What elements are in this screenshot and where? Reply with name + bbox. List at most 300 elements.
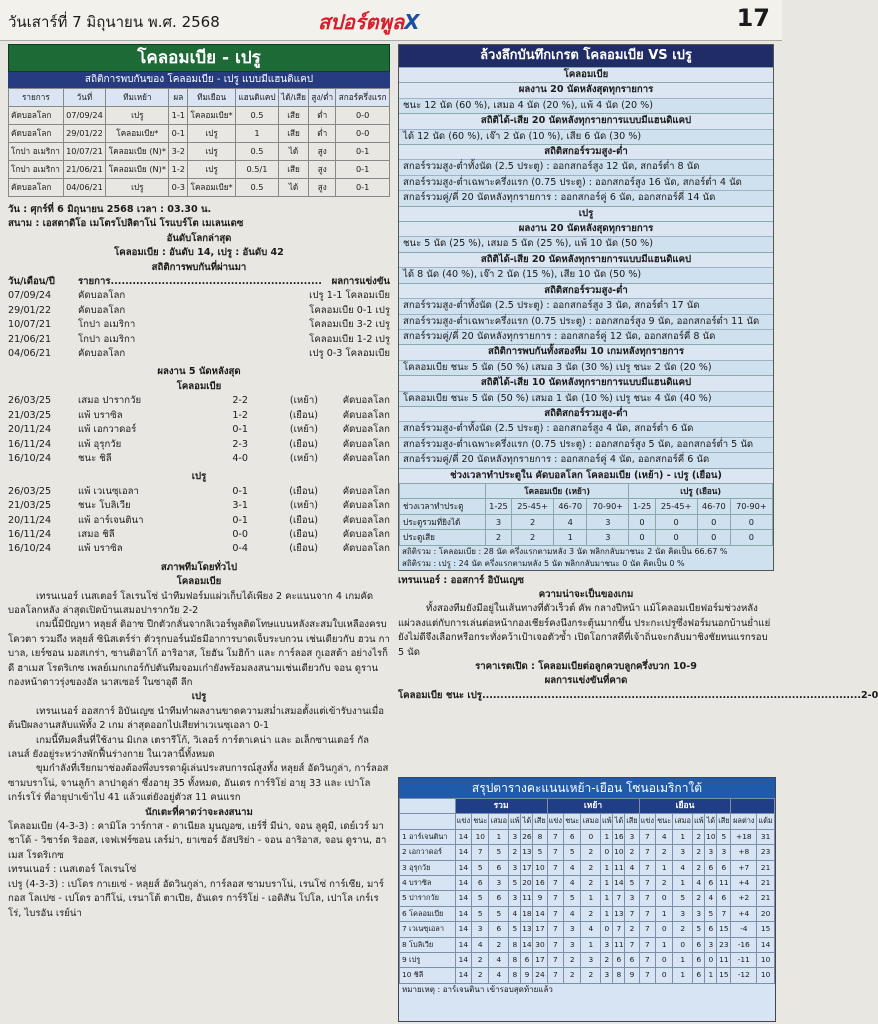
item-score: 0-1	[232, 514, 248, 526]
h2h-head-date: วัน/เดือน/ปี	[8, 276, 55, 288]
header-cell: สูง/ต่ำ	[309, 89, 336, 107]
item-venue: (เยือน)	[289, 485, 318, 497]
table-cell: 8	[613, 968, 625, 983]
table-cell: 5	[472, 906, 489, 921]
table-cell: 3	[673, 845, 693, 860]
table-cell: 14	[455, 876, 472, 891]
table-cell: 1	[236, 125, 279, 143]
table-cell: 24	[533, 968, 547, 983]
table-cell: 7	[625, 937, 639, 952]
item-opponent: แพ้ เวเนซุเอลา	[78, 485, 139, 497]
table-cell: 0.5	[236, 143, 279, 161]
predict-title: ผลการแข่งขันที่คาด	[544, 675, 628, 687]
item-result: โคลอมเบีย 3-2 เปรู	[309, 319, 390, 331]
team1-ou-title: สถิติสกอร์รวมสูง-ต่ำ	[399, 144, 773, 159]
table-row	[9, 161, 390, 179]
group-extra	[731, 799, 775, 814]
table-cell: 0	[656, 968, 673, 983]
logo-text: สปอร์ตพูล	[318, 10, 405, 34]
table-cell: 17	[533, 922, 547, 937]
table-cell: 2	[656, 845, 673, 860]
item-venue: (เยือน)	[289, 543, 318, 555]
table-cell: 30	[533, 937, 547, 952]
column-header: เสมอ	[489, 814, 509, 829]
table-cell: 6	[521, 953, 533, 968]
item-score: 0-4	[232, 543, 248, 555]
list-item	[8, 394, 390, 408]
table-cell: 1	[601, 891, 613, 906]
table-cell: 10/07/21	[63, 143, 105, 161]
table-cell: โกปา อเมริกา	[9, 161, 64, 179]
table-cell: เปรู	[188, 125, 236, 143]
table-cell: 0	[655, 514, 697, 529]
table-cell: 6	[489, 891, 509, 906]
lineup-team1: โคลอมเบีย (4-3-3) : คามิโล วาร์กาส - ดาเนียล มูนญอซ, เยร์รี่ มีน่า, จอน ลูคูมี, เดย์เวร์ มาชาโด้ - วิชาร์ด ริออส, เจฟเฟร์ซอน เลร์ม่า, ยาเซอร์ อัสปริย่า - จอน อาริอาส, จอน ดูราน, ฮาเมส โรดริเกซ	[8, 821, 387, 861]
table-cell: 21	[757, 891, 775, 906]
item-date: 16/11/24	[8, 528, 52, 540]
item-comp: โกปา อเมริกา	[78, 333, 136, 345]
squad-team2: เปรู	[191, 691, 207, 703]
chance-title: ความน่าจะเป็นของเกม	[538, 589, 634, 600]
item-date: 20/11/24	[8, 514, 52, 526]
table-cell: 2	[625, 845, 639, 860]
item-comp: คัดบอลโลก	[342, 452, 390, 464]
table-cell: 0	[697, 530, 730, 545]
table-cell: 5	[625, 876, 639, 891]
lineup-title: นักเตะที่คาดว่าจะลงสนาม	[145, 806, 253, 818]
team2-ou-1: สกอร์รวมสูง-ต่ำทั้งนัด (2.5 ประตู) : ออกสกอร์สูง 3 นัด, สกอร์ต่ำ 17 นัด	[399, 298, 773, 313]
table-cell: 0	[601, 845, 613, 860]
column-header: เสีย	[625, 814, 639, 829]
table-cell: 7	[639, 937, 656, 952]
table-cell: 2	[472, 968, 489, 983]
table-cell: 10	[613, 845, 625, 860]
table-cell: 1	[489, 829, 509, 844]
table-cell: 5	[472, 860, 489, 875]
table-cell: 2	[693, 891, 705, 906]
table-cell: 3-2	[169, 143, 188, 161]
table-cell: 3	[625, 891, 639, 906]
table-cell: 7	[547, 845, 564, 860]
table-row	[9, 143, 390, 161]
table-cell: 8	[533, 829, 547, 844]
timing-title: ช่วงเวลาทำประตูใน คัดบอลโลก โคลอมเบีย (เหย้า) - เปรู (เยือน)	[399, 468, 773, 483]
table-cell: โคลอมเบีย*	[188, 107, 236, 125]
table-cell: 0	[656, 953, 673, 968]
table-cell: 1	[673, 876, 693, 891]
column-header: ผลต่าง	[731, 814, 757, 829]
table-cell: 2	[509, 845, 521, 860]
table-cell: 7	[639, 829, 656, 844]
table-cell: 10	[533, 860, 547, 875]
table-cell: 3	[564, 937, 581, 952]
item-comp: คัดบอลโลก	[78, 290, 126, 302]
team1-ou-2: สกอร์รวมสูง-ต่ำเฉพาะครึ่งแรก (0.75 ประตู) : ออกสกอร์สูง 16 นัด, สกอร์ต่ำ 4 นัด	[399, 175, 773, 190]
timing-blank	[400, 483, 486, 498]
standings-blank-sub	[400, 814, 456, 829]
column-header: 46-70	[554, 499, 587, 514]
table-cell: 2	[656, 876, 673, 891]
table-cell: 3	[509, 860, 521, 875]
table-cell: 14	[521, 937, 533, 952]
column-header: แข่ง	[639, 814, 656, 829]
item-opponent: แพ้ อาร์เจนตินา	[78, 514, 144, 526]
table-cell: 0	[705, 953, 717, 968]
team1-hdp-title: สถิติได้-เสีย 20 นัดหลังทุกรายการแบบมีแฮนดิแคป	[399, 113, 773, 128]
column-header: เสีย	[533, 814, 547, 829]
table-cell: 7	[639, 845, 656, 860]
item-date: 21/06/21	[8, 333, 52, 345]
table-cell: 14	[455, 829, 472, 844]
h2h-hdp-line: โคลอมเบีย ชนะ 5 นัด (50 %) เสมอ 1 นัด (10 %) เปรู ชนะ 4 นัด (40 %)	[399, 391, 773, 406]
list-item	[8, 318, 390, 332]
table-row	[400, 514, 773, 529]
table-cell: สูง	[309, 143, 336, 161]
table-cell: 3	[509, 891, 521, 906]
table-cell: 7	[639, 968, 656, 983]
table-cell: 5	[693, 922, 705, 937]
table-cell: 1	[581, 937, 601, 952]
table-cell: 14	[455, 937, 472, 952]
table-cell: 3	[581, 953, 601, 968]
table-cell: 7	[639, 891, 656, 906]
item-date: 16/10/24	[8, 452, 52, 464]
table-cell: 0	[656, 891, 673, 906]
item-venue: (เหย้า)	[289, 452, 318, 464]
table-cell: เปรู	[188, 161, 236, 179]
table-cell: 2	[693, 829, 705, 844]
table-cell: สูง	[309, 179, 336, 197]
column-header: แพ้	[693, 814, 705, 829]
table-cell: 15	[757, 922, 775, 937]
table-cell: ได้	[278, 179, 308, 197]
table-cell: 7	[639, 906, 656, 921]
standings-note: หมายเหตุ : อาร์เจนตินา เข้ารอบสุดท้ายแล้ว	[402, 984, 553, 994]
table-cell: 3	[705, 845, 717, 860]
column-header: แพ้	[509, 814, 521, 829]
item-comp: คัดบอลโลก	[342, 409, 390, 421]
group-home: เหย้า	[547, 799, 639, 814]
table-cell: 5	[673, 891, 693, 906]
column-header: 70-90+	[587, 499, 629, 514]
table-cell: 0	[673, 937, 693, 952]
handicap-stats-table	[8, 88, 390, 197]
table-cell: 4	[625, 860, 639, 875]
table-cell: 7	[639, 860, 656, 875]
table-cell: 20	[757, 906, 775, 921]
table-cell: 2	[564, 953, 581, 968]
table-cell: 1-2	[169, 161, 188, 179]
table-cell: 0-1	[336, 179, 390, 197]
table-cell: 11	[717, 876, 731, 891]
item-opponent: แพ้ บราซิล	[78, 409, 123, 421]
h2h-title: สถิติการพบกันที่ผ่านมา	[151, 261, 247, 273]
table-cell: โกปา อเมริกา	[9, 143, 64, 161]
item-date: 26/03/25	[8, 485, 52, 497]
table-cell: 6	[472, 876, 489, 891]
table-row	[400, 906, 775, 921]
h2h-header	[8, 275, 390, 289]
item-date: 10/07/21	[8, 319, 52, 331]
item-score: 2-2	[232, 395, 248, 407]
table-cell: ประตูเสีย	[400, 530, 486, 545]
item-comp: คัดบอลโลก	[78, 304, 126, 316]
table-cell: 5	[489, 845, 509, 860]
header-cell: ได้/เสีย	[278, 89, 308, 107]
table-cell: 14	[533, 906, 547, 921]
item-comp: คัดบอลโลก	[342, 485, 390, 497]
table-cell: 2	[581, 876, 601, 891]
table-row	[400, 829, 775, 844]
table-cell: 10 ชิลี	[400, 968, 456, 983]
column-header: แข่ง	[455, 814, 472, 829]
table-cell: 7	[547, 829, 564, 844]
last5-title: ผลงาน 5 นัดหลังสุด	[157, 366, 241, 378]
table-cell: 3	[472, 922, 489, 937]
table-cell: 9	[533, 891, 547, 906]
table-row	[400, 953, 775, 968]
standings-group-row	[400, 799, 775, 814]
h2h-head-result: ผลการแข่งขัน	[331, 276, 390, 288]
item-comp: คัดบอลโลก	[342, 438, 390, 450]
table-cell: 31	[757, 829, 775, 844]
column-header: ชนะ	[472, 814, 489, 829]
column-header: ได้	[613, 814, 625, 829]
item-date: 07/09/24	[8, 290, 52, 302]
table-cell: 1	[673, 953, 693, 968]
table-cell: -11	[731, 953, 757, 968]
table-cell: 0-1	[336, 161, 390, 179]
table-row	[400, 876, 775, 891]
table-cell: -4	[731, 922, 757, 937]
table-cell: 4	[705, 891, 717, 906]
table-cell: 8 โบลิเวีย	[400, 937, 456, 952]
table-cell: 17	[521, 860, 533, 875]
column-header: เสีย	[717, 814, 731, 829]
table-cell: +7	[731, 860, 757, 875]
table-cell: +18	[731, 829, 757, 844]
table-cell: 1	[705, 968, 717, 983]
standings-blank	[400, 799, 456, 814]
table-cell: เปรู	[106, 107, 169, 125]
table-cell: 5	[705, 906, 717, 921]
column-header: ได้	[705, 814, 717, 829]
table-cell: 4	[509, 906, 521, 921]
list-item	[8, 409, 390, 423]
coach-team2: เทรนเนอร์ : ออสการ์ อิบันเญซ	[398, 574, 525, 586]
table-cell: 5	[717, 829, 731, 844]
timing-head-away: เปรู (เยือน)	[629, 483, 773, 498]
table-cell: 1	[601, 906, 613, 921]
item-comp: คัดบอลโลก	[342, 543, 390, 555]
column-header: 46-70	[697, 499, 730, 514]
table-cell: 6 โคลอมเบีย	[400, 906, 456, 921]
item-score: 4-0	[232, 452, 248, 464]
h2h-hdp-title: สถิติได้-เสีย 10 นัดหลังทุกรายการแบบมีแฮนดิแคป	[399, 375, 773, 390]
table-cell: 1	[554, 530, 587, 545]
item-score: 0-1	[232, 485, 248, 497]
table-cell: 7	[547, 876, 564, 891]
table-cell: 2 เอกวาดอร์	[400, 845, 456, 860]
squad-para-4: เกมนี้ทีมคลื่นที่ใช้งาน มิเกล เตรารีโก้, วิเลอร์ การ์ตาเคน่า และ อเล็กซานเดอร์ กัลเลนส์ ยังอยู่ระหว่างพักฟื้นร่างกาย ในเวลานี้ทั้งหมด	[8, 734, 370, 761]
group-away: เยือน	[639, 799, 731, 814]
table-cell: 20	[521, 876, 533, 891]
table-row	[400, 845, 775, 860]
right-column	[398, 44, 878, 1020]
table-cell: 3	[717, 845, 731, 860]
squad-para-3: เทรนเนอร์ ออสการ์ อิบันเญซ นำทีมทำผลงานขาดความสม่ำเสมอตั้งแต่เข้ารับงานเมื่อต้นปีผลงานสลับแพ้ทั้ง 2 เกม ล่าสุดออกไปเสียท่าเวเนซุเอลา 0-1	[8, 705, 385, 732]
item-score: 0-1	[232, 424, 248, 436]
table-cell: 1	[601, 860, 613, 875]
item-venue: (เหย้า)	[289, 424, 318, 436]
lineup-team2: เปรู (4-3-3) : เปโดร กาเยเซ่ - หลุยส์ อัดวินกูล่า, การ์ลอส ซามบราโน่, เรนโซ่ การ์เซีย, มาร์กอส โลเปซ - เปโดร อากีโน่, เรนาโต้ ตาเปีย, อันเดร การ์ริโย่ - เอดิสัน โปโล, เปาโล เกร์เรโร่, ไบรอัน เรย์น่า	[8, 878, 384, 919]
table-cell: 23	[757, 845, 775, 860]
page-header	[0, 0, 782, 41]
table-cell: 4	[472, 937, 489, 952]
column-header: ชนะ	[656, 814, 673, 829]
table-cell: 3	[693, 906, 705, 921]
venue: สนาม : เอสตาดิโอ เมโตรโปลิตาโน่ โรแบร์โต เมเลนเดซ	[8, 218, 244, 230]
team2-hdp-title: สถิติได้-เสีย 20 นัดหลังทุกรายการแบบมีแฮนดิแคป	[399, 252, 773, 267]
table-cell: -16	[731, 937, 757, 952]
table-cell: 0	[629, 514, 655, 529]
table-cell: 0-0	[336, 107, 390, 125]
table-cell: 3	[485, 514, 511, 529]
column-header: แข่ง	[547, 814, 564, 829]
table-cell: 2	[581, 968, 601, 983]
table-cell: 3	[601, 968, 613, 983]
table-cell: 6	[564, 829, 581, 844]
table-cell: 29/01/22	[63, 125, 105, 143]
table-cell: 2	[601, 953, 613, 968]
table-cell: 5	[564, 891, 581, 906]
item-venue: (เยือน)	[289, 514, 318, 526]
item-date: 16/10/24	[8, 543, 52, 555]
h2h-head-comp: รายการ..........................................................	[78, 276, 322, 288]
team1-form-list	[8, 394, 390, 466]
table-cell: 2	[581, 906, 601, 921]
table-cell: 0-0	[336, 125, 390, 143]
table-cell: 2	[512, 530, 554, 545]
table-cell: 8	[509, 968, 521, 983]
table-cell: เสีย	[278, 107, 308, 125]
table-cell: 7	[547, 906, 564, 921]
table-cell: 14	[455, 845, 472, 860]
stats-box-title: ล้วงลึกบันทึกเกรต โคลอมเบีย VS เปรู	[399, 45, 773, 67]
table-cell: 21	[757, 860, 775, 875]
item-venue: (เยือน)	[289, 528, 318, 540]
item-comp: คัดบอลโลก	[78, 348, 126, 360]
table-row	[9, 125, 390, 143]
column-header: เสมอ	[673, 814, 693, 829]
table-cell: 7	[547, 860, 564, 875]
table-cell: 9	[625, 968, 639, 983]
item-result: โคลอมเบีย 0-1 เปรู	[309, 304, 390, 316]
table-cell: โคลอมเบีย*	[106, 125, 169, 143]
table-row	[9, 179, 390, 197]
table-cell: 3	[601, 937, 613, 952]
item-venue: (เหย้า)	[289, 500, 318, 512]
table-cell: 7	[547, 953, 564, 968]
predict-row	[398, 689, 878, 703]
table-cell: 0	[656, 922, 673, 937]
table-cell: 10	[472, 829, 489, 844]
table-cell: 1	[673, 968, 693, 983]
item-opponent: เสมอ ปารากวัย	[78, 395, 142, 407]
table-cell: 07/09/24	[63, 107, 105, 125]
table-cell: 6	[693, 968, 705, 983]
h2h-stats-line: โคลอมเบีย ชนะ 5 นัด (50 %) เสมอ 3 นัด (30 %) เปรู ชนะ 2 นัด (20 %)	[399, 360, 773, 375]
squad-team1: โคลอมเบีย	[176, 576, 222, 588]
list-item	[8, 499, 390, 513]
table-cell: 5 ปารากวัย	[400, 891, 456, 906]
odds-line: ราคาเรตเปิด : โคลอมเบียต่อลูกควบลูกครึ่งบวก 10-9	[475, 661, 697, 673]
standings-box	[398, 777, 776, 1022]
table-cell: 11	[613, 860, 625, 875]
table-cell: 4	[656, 829, 673, 844]
table-cell: 1	[601, 829, 613, 844]
table-cell: 1	[601, 876, 613, 891]
team2-form: ชนะ 5 นัด (25 %), เสมอ 5 นัด (25 %), แพ้ 10 นัด (50 %)	[399, 236, 773, 251]
predict-score: 2-0	[860, 689, 878, 701]
team2-form-title: ผลงาน 20 นัดหลังสุดทุกรายการ	[399, 221, 773, 236]
table-cell: 1 อาร์เจนตินา	[400, 829, 456, 844]
table-cell: 3	[489, 876, 509, 891]
table-cell: ได้	[278, 143, 308, 161]
list-item	[8, 347, 390, 361]
table-cell: 1	[656, 906, 673, 921]
item-date: 20/11/24	[8, 424, 52, 436]
team1-hdp: ได้ 12 นัด (60 %), เจ๊า 2 นัด (10 %), เสีย 6 นัด (30 %)	[399, 129, 773, 144]
table-cell: 13	[521, 845, 533, 860]
table-cell: เปรู	[188, 143, 236, 161]
table-cell: 6	[717, 860, 731, 875]
team2-ou-3: สกอร์รวมคู่/คี่ 20 นัดหลังทุกรายการ : ออกสกอร์คู่ 12 นัด, ออกสกอร์คี่ 8 นัด	[399, 329, 773, 344]
table-cell: 7 เวเนซุเอลา	[400, 922, 456, 937]
table-cell: 6	[693, 937, 705, 952]
table-cell: 0-1	[169, 125, 188, 143]
table-cell: 16	[613, 829, 625, 844]
column-header: เสมอ	[581, 814, 601, 829]
column-header: 25-45+	[655, 499, 697, 514]
standings-table	[399, 798, 775, 984]
table-cell: 11	[717, 953, 731, 968]
table-cell: 0-1	[336, 143, 390, 161]
item-venue: (เยือน)	[289, 438, 318, 450]
list-item	[8, 542, 390, 556]
table-cell: 4	[554, 514, 587, 529]
table-cell: 6	[693, 953, 705, 968]
item-venue: (เหย้า)	[289, 395, 318, 407]
ranking-line: โคลอมเบีย : อันดับ 14, เปรู : อันดับ 42	[114, 247, 284, 259]
table-row	[400, 968, 775, 983]
table-cell: 1-1	[169, 107, 188, 125]
table-cell: 8	[509, 937, 521, 952]
item-comp: คัดบอลโลก	[342, 528, 390, 540]
squad-title: สภาพทีมโดยทั่วไป	[160, 561, 238, 573]
table-cell: 2	[564, 968, 581, 983]
list-item	[8, 485, 390, 499]
table-cell: 21	[757, 876, 775, 891]
table-cell: 0.5	[236, 107, 279, 125]
table-cell: 13	[521, 922, 533, 937]
team2-form-list	[8, 485, 390, 557]
page-number: 17	[736, 4, 770, 32]
table-cell: 14	[455, 968, 472, 983]
table-cell: 7	[639, 953, 656, 968]
item-opponent: ชนะ โบลิเวีย	[78, 500, 131, 512]
item-date: 21/03/25	[8, 500, 52, 512]
